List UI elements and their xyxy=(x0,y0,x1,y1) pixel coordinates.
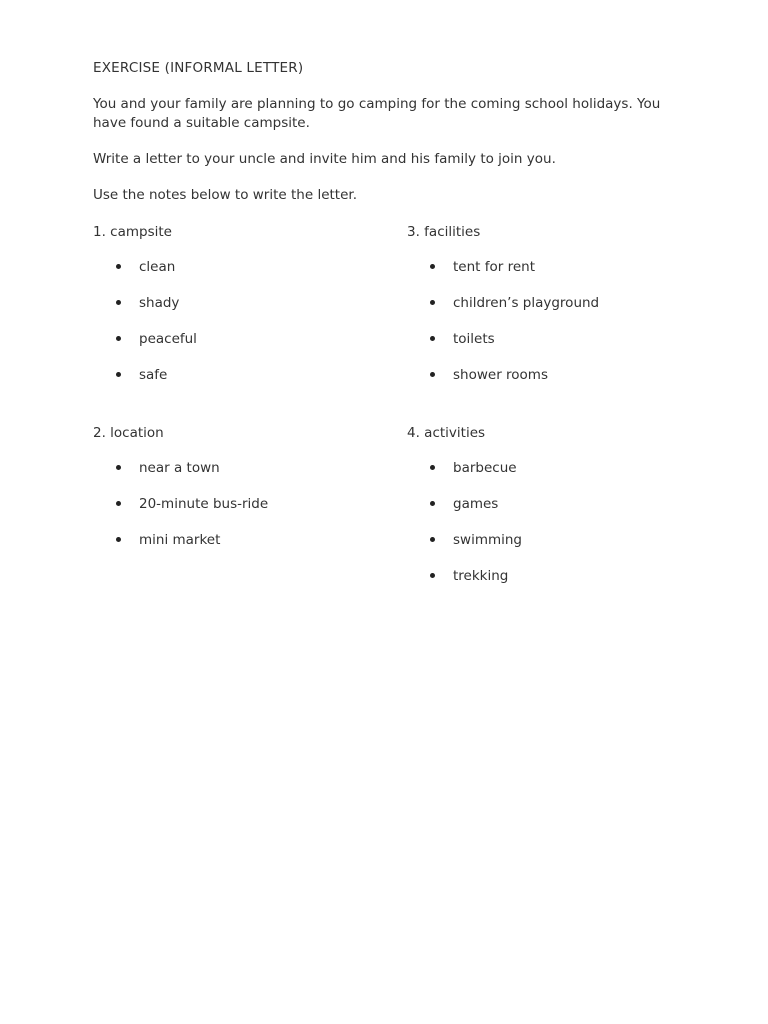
bullet-icon xyxy=(116,372,121,377)
list-item xyxy=(407,566,697,602)
list-item-text: clean xyxy=(139,259,176,275)
list-item-text: swimming xyxy=(453,532,523,548)
section-heading: 1. campsite xyxy=(93,224,172,240)
bullet-icon xyxy=(430,465,435,470)
bullet-list xyxy=(93,458,383,566)
list-item-text: tent for rent xyxy=(453,259,536,275)
list-item xyxy=(407,458,697,494)
section-facilities xyxy=(407,222,697,401)
bullet-icon xyxy=(116,300,121,305)
document-body xyxy=(93,58,693,205)
list-item-text: toilets xyxy=(453,331,495,347)
list-item-text: barbecue xyxy=(453,460,517,476)
list-item xyxy=(93,365,383,401)
bullet-list xyxy=(93,257,383,401)
task-paragraph: Write a letter to your uncle and invite him and his family to join you. xyxy=(93,151,556,167)
bullet-list xyxy=(407,257,697,401)
list-item xyxy=(93,329,383,365)
bullet-icon xyxy=(430,264,435,269)
list-item xyxy=(407,530,697,566)
list-item xyxy=(93,458,383,494)
list-item xyxy=(407,293,697,329)
bullet-icon xyxy=(430,501,435,506)
list-item xyxy=(93,494,383,530)
section-heading: 4. activities xyxy=(407,425,486,441)
list-item-text: shady xyxy=(139,295,180,311)
bullet-icon xyxy=(116,537,121,542)
list-item-text: near a town xyxy=(139,460,220,476)
bullet-icon xyxy=(116,336,121,341)
bullet-icon xyxy=(430,537,435,542)
intro-paragraph: You and your family are planning to go camping for the coming school holidays. You have found a suitable campsite. xyxy=(93,96,661,131)
list-item-text: children’s playground xyxy=(453,295,600,311)
section-heading: 3. facilities xyxy=(407,224,481,240)
list-item-text: peaceful xyxy=(139,331,197,347)
section-heading: 2. location xyxy=(93,425,164,441)
bullet-icon xyxy=(430,336,435,341)
document-title: EXERCISE (INFORMAL LETTER) xyxy=(93,60,304,76)
bullet-icon xyxy=(430,573,435,578)
list-item-text: games xyxy=(453,496,499,512)
list-item xyxy=(407,365,697,401)
bullet-icon xyxy=(430,300,435,305)
list-item-text: shower rooms xyxy=(453,367,548,383)
list-item-text: trekking xyxy=(453,568,509,584)
list-item-text: safe xyxy=(139,367,168,383)
list-item xyxy=(93,530,383,566)
list-item-text: mini market xyxy=(139,532,221,548)
section-activities xyxy=(407,423,697,602)
list-item xyxy=(93,293,383,329)
bullet-icon xyxy=(116,264,121,269)
list-item xyxy=(407,257,697,293)
instruction-paragraph: Use the notes below to write the letter. xyxy=(93,187,357,203)
list-item xyxy=(407,329,697,365)
list-item xyxy=(93,257,383,293)
list-item-text: 20-minute bus-ride xyxy=(139,496,269,512)
section-campsite xyxy=(93,222,383,401)
bullet-icon xyxy=(116,501,121,506)
list-item xyxy=(407,494,697,530)
section-location xyxy=(93,423,383,566)
bullet-icon xyxy=(430,372,435,377)
bullet-icon xyxy=(116,465,121,470)
bullet-list xyxy=(407,458,697,602)
